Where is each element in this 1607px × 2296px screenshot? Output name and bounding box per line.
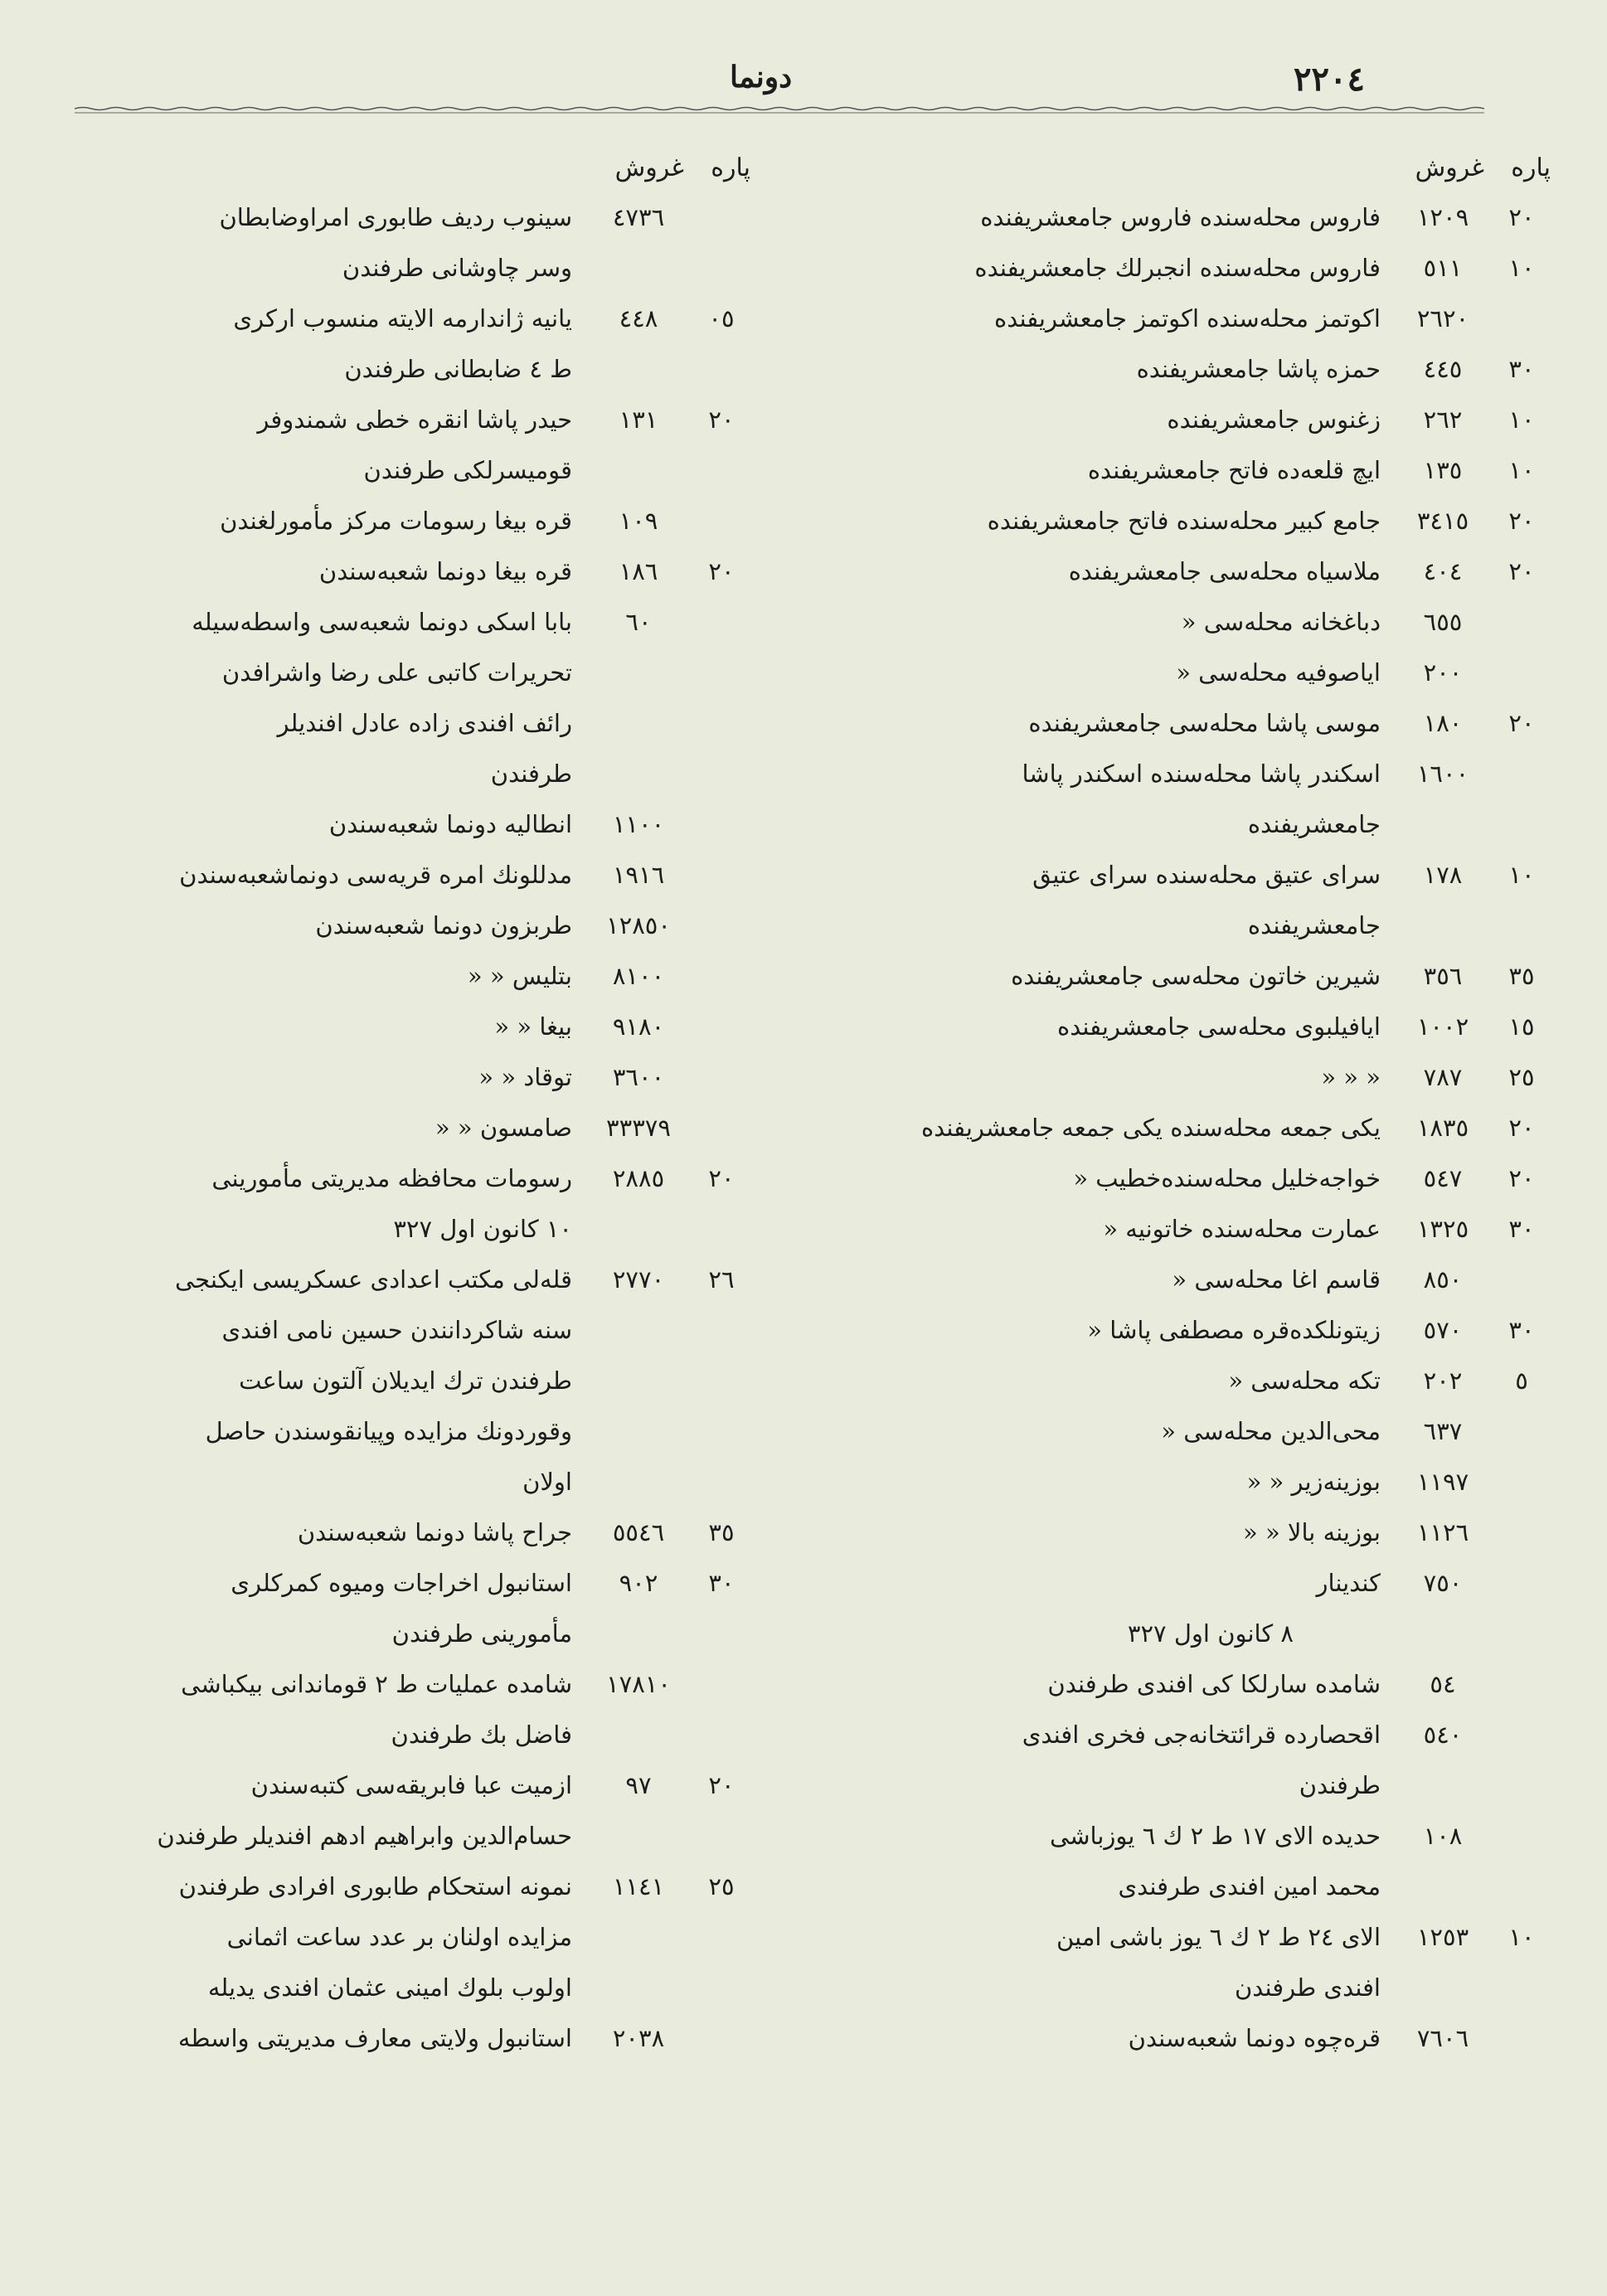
page-number: ٢٢٠٤ [1294, 60, 1365, 99]
guru-header: غروش [614, 153, 684, 182]
ledger-row [813, 345, 1551, 396]
ledger-row [813, 1660, 1551, 1711]
ledger-row [813, 1407, 1551, 1458]
right-entries [813, 193, 1551, 2065]
ledger-row [813, 648, 1551, 699]
guru-amount: ٣٣٣٧٩ [606, 1114, 671, 1142]
ledger-row [75, 1407, 813, 1458]
ledger-row [813, 294, 1551, 345]
para-amount: ٣٥ [708, 1518, 735, 1546]
entry-description: حیدر پاشا انقره خطی شمندوفر [257, 405, 572, 434]
ledger-row [75, 1862, 813, 1913]
para-amount: ٣٠ [1508, 355, 1535, 383]
para-header: پاره [1511, 153, 1551, 182]
ledger-row [813, 1104, 1551, 1154]
ledger-row [75, 1508, 813, 1559]
entry-description: انطالیه دونما شعبه‌سندن [328, 810, 572, 838]
ledger-row [75, 1306, 813, 1357]
entry-description: یانیه ژاندارمه الایته منسوب ارکری [233, 304, 572, 333]
entry-description: اقحصارده قرائتخانه‌جی فخری افندی [1022, 1721, 1381, 1749]
guru-amount: ٢٦٢ [1423, 405, 1463, 434]
ledger-row [813, 1306, 1551, 1357]
para-amount: ٠٥ [708, 304, 735, 333]
ledger-row [813, 1357, 1551, 1407]
guru-amount: ٥٤ [1430, 1670, 1456, 1698]
entry-description: سرای عتیق محله‌سنده سرای عتیق [1032, 861, 1381, 889]
guru-amount: ١٣٢٥ [1416, 1215, 1469, 1243]
entry-description: قاسم اغا محله‌سی « [1172, 1265, 1381, 1294]
ledger-row [75, 851, 813, 901]
entry-description: توقاد « « [478, 1063, 572, 1091]
ledger-row [75, 750, 813, 800]
ledger-row [813, 1812, 1551, 1862]
entry-description: مدللونك امره قریه‌سی دونماشعبه‌سندن [179, 861, 572, 889]
ledger-row [813, 1913, 1551, 1963]
guru-amount: ٩١٨٠ [612, 1012, 665, 1041]
guru-amount: ١١٢٦ [1416, 1518, 1469, 1546]
ledger-row [813, 1002, 1551, 1053]
entry-description: طربزون دونما شعبه‌سندن [315, 911, 572, 939]
ledger-row [75, 699, 813, 750]
ledger-row [813, 952, 1551, 1002]
entry-description: جراح پاشا دونما شعبه‌سندن [297, 1518, 572, 1546]
para-amount: ٢٠ [708, 405, 735, 434]
guru-amount: ١٣٥ [1423, 456, 1463, 484]
guru-amount: ٢٦٢٠ [1416, 304, 1469, 333]
ledger-row [75, 1963, 813, 2014]
ledger-row [75, 1002, 813, 1053]
entry-description: ایچ قلعه‌ده فاتح جامعشریفنده [1087, 456, 1381, 484]
guru-amount: ٦٣٧ [1423, 1417, 1463, 1445]
guru-amount: ٢٠٣٨ [612, 2024, 665, 2052]
ledger-row [813, 446, 1551, 497]
ledger-row [75, 952, 813, 1002]
ledger-row [813, 547, 1551, 598]
entry-description: کندینار [1316, 1569, 1381, 1597]
guru-amount: ٥٧٠ [1423, 1316, 1463, 1344]
ledger-row [813, 1205, 1551, 1255]
entry-description: ١٠ کانون اول ٣٢٧ [393, 1215, 572, 1243]
entry-description: فاروس محله‌سنده انجبرلك جامعشریفنده [974, 254, 1381, 282]
ledger-row [813, 901, 1551, 952]
para-amount: ١٠ [1508, 1923, 1535, 1951]
ledger-row [813, 851, 1551, 901]
ledger-row [75, 1154, 813, 1205]
guru-amount: ٢٠٢ [1423, 1366, 1463, 1395]
ledger-row [813, 1862, 1551, 1913]
entry-description: صامسون « « [435, 1114, 572, 1142]
ledger-row [75, 598, 813, 648]
guru-amount: ١١٩٧ [1416, 1468, 1469, 1496]
entry-description: استانبول اخراجات ومیوه کمرکلری [231, 1569, 572, 1597]
para-amount: ٢٥ [1508, 1063, 1535, 1091]
entry-description: مزایده اولنان بر عدد ساعت اثمانی [226, 1923, 572, 1951]
entry-description: سنه شاکردانندن حسین نامی افندی [221, 1316, 572, 1344]
guru-amount: ٦٠ [625, 608, 652, 636]
ledger-row [75, 497, 813, 547]
entry-description: جامعشریفنده [1247, 911, 1381, 939]
guru-amount: ١٠٠٢ [1416, 1012, 1469, 1041]
ledger-row [813, 1458, 1551, 1508]
entry-description: نمونه استحکام طابوری افرادی طرفندن [178, 1872, 572, 1900]
entry-description: حسام‌الدین وابراهیم ادهم افندیلر طرفندن [157, 1822, 572, 1850]
ledger-row [813, 1255, 1551, 1306]
entry-description: قره‌چوه دونما شعبه‌سندن [1128, 2024, 1381, 2052]
ledger-row [813, 1559, 1551, 1609]
entry-description: دباغخانه محله‌سی « [1181, 608, 1381, 636]
ledger-row [813, 497, 1551, 547]
entry-description: ایافیلبوی محله‌سی جامعشریفنده [1057, 1012, 1381, 1041]
para-amount: ٢٠ [1508, 507, 1535, 535]
para-amount: ٢٠ [1508, 1164, 1535, 1192]
guru-amount: ٥١١ [1423, 254, 1463, 282]
entry-description: ازمیت عبا فابریقه‌سی کتبه‌سندن [250, 1771, 572, 1799]
guru-amount: ١٧٨ [1423, 861, 1463, 889]
ledger-row [813, 800, 1551, 851]
entry-description: جامعشریفنده [1247, 810, 1381, 838]
ledger-row [813, 396, 1551, 446]
entry-description: شامده سارلکا کی افندی طرفندن [1047, 1670, 1381, 1698]
guru-amount: ١٨٠ [1423, 709, 1463, 737]
ledger-row [75, 1812, 813, 1862]
para-amount: ٢٠ [1508, 709, 1535, 737]
entry-description: محی‌الدین محله‌سی « [1161, 1417, 1381, 1445]
guru-amount: ٧٦٠٦ [1416, 2024, 1469, 2052]
ledger-row [813, 1609, 1551, 1660]
entry-description: طرفندن [490, 760, 572, 788]
header-rule [75, 106, 1484, 114]
guru-amount: ٣٤١٥ [1416, 507, 1469, 535]
guru-amount: ٢٧٧٠ [612, 1265, 665, 1294]
entry-description: حدیده الای ١٧ ط ٢ ك ٦ یوزباشی [1050, 1822, 1381, 1850]
ledger-row [813, 1761, 1551, 1812]
left-entries [75, 193, 813, 2065]
entry-description: بیغا « « [494, 1012, 572, 1041]
entry-description: جامع کبیر محله‌سنده فاتح جامعشریفنده [987, 507, 1381, 535]
guru-amount: ٣٦٠٠ [612, 1063, 665, 1091]
ledger-row [813, 1154, 1551, 1205]
ledger-row [75, 1255, 813, 1306]
entry-description: « « « [1321, 1063, 1381, 1091]
entry-description: الای ٢٤ ط ٢ ك ٦ یوز باشی امین [1056, 1923, 1381, 1951]
entry-description: تحریرات کاتبی علی رضا واشرافدن [221, 658, 572, 687]
entry-description: رسومات محافظه مدیریتی مأمورینی [211, 1164, 572, 1192]
entry-description: وسر چاوشانی طرفندن [342, 254, 572, 282]
para-amount: ٣٠ [1508, 1215, 1535, 1243]
ledger-row [813, 750, 1551, 800]
ledger-row [75, 244, 813, 294]
entry-description: استانبول ولایتی معارف مدیریتی واسطه [177, 2024, 572, 2052]
ledger-row [75, 1205, 813, 1255]
guru-amount: ٤٠٤ [1423, 557, 1463, 585]
entry-description: موسی پاشا محله‌سی جامعشریفنده [1028, 709, 1381, 737]
entry-description: شامده عملیات ط ٢ قوماندانی بیکباشی [181, 1670, 572, 1698]
para-header: پاره [711, 153, 750, 182]
para-amount: ٢٠ [1508, 557, 1535, 585]
entry-description: زیتونلکده‌قره مصطفی پاشا « [1087, 1316, 1381, 1344]
para-amount: ٢٠ [708, 557, 735, 585]
guru-amount: ٨٥٠ [1423, 1265, 1463, 1294]
ledger-row [75, 1559, 813, 1609]
para-amount: ٢٠ [1508, 1114, 1535, 1142]
ledger-row [813, 699, 1551, 750]
ledger-row [75, 345, 813, 396]
para-amount: ١٠ [1508, 456, 1535, 484]
guru-amount: ٦٥٥ [1423, 608, 1463, 636]
entry-description: سینوب ردیف طابوری امراوضابطان [219, 203, 572, 231]
para-amount: ٣٥ [1508, 962, 1535, 990]
entry-description: قومیسرلکی طرفندن [363, 456, 572, 484]
entry-description: بوزینه بالا « « [1242, 1518, 1381, 1546]
para-amount: ١٠ [1508, 254, 1535, 282]
ledger-row [75, 294, 813, 345]
guru-amount: ٤٤٥ [1423, 355, 1463, 383]
guru-amount: ١٢٨٥٠ [606, 911, 671, 939]
entry-description: بابا اسکی دونما شعبه‌سی واسطه‌سیله [192, 608, 572, 636]
ledger-row [813, 2014, 1551, 2065]
para-amount: ٢٠ [1508, 203, 1535, 231]
ledger-row [75, 1913, 813, 1963]
ledger-row [75, 648, 813, 699]
para-amount: ٢٦ [708, 1265, 735, 1294]
entry-description: طرفندن ترك ایدیلان آلتون ساعت [239, 1366, 572, 1395]
guru-amount: ١٧٨١٠ [606, 1670, 671, 1698]
entry-description: شیرین خاتون محله‌سی جامعشریفنده [1011, 962, 1381, 990]
guru-amount: ١٢٥٣ [1416, 1923, 1469, 1951]
guru-amount: ١٠٩ [619, 507, 658, 535]
guru-amount: ٤٤٨ [619, 304, 658, 333]
guru-amount: ٥٤٧ [1423, 1164, 1463, 1192]
entry-description: زغنوس جامعشریفنده [1167, 405, 1381, 434]
entry-description: ط ٤ ضابطانی طرفندن [344, 355, 572, 383]
ledger-row [75, 1711, 813, 1761]
guru-amount: ١١٤١ [612, 1872, 665, 1900]
entry-description: افندی طرفندن [1234, 1973, 1381, 2002]
para-amount: ٢٠ [708, 1164, 735, 1192]
guru-amount: ٢٠٠ [1423, 658, 1463, 687]
guru-amount: ١٢٠٩ [1416, 203, 1469, 231]
entry-description: بوزینه‌زیر « « [1246, 1468, 1381, 1496]
page-title: دونما [730, 60, 793, 95]
entry-description: فاضل بك طرفندن [391, 1721, 572, 1749]
guru-amount: ١١٠٠ [612, 810, 665, 838]
ledger-row [75, 446, 813, 497]
para-amount: ١٥ [1508, 1012, 1535, 1041]
ledger-row [75, 1761, 813, 1812]
ledger-row [75, 800, 813, 851]
entry-description: محمد امین افندی طرفندی [1118, 1872, 1381, 1900]
guru-amount: ٧٨٧ [1423, 1063, 1463, 1091]
entry-description: ٨ کانون اول ٣٢٧ [1127, 1619, 1294, 1648]
left-column [75, 145, 813, 2065]
ledger-row [75, 1104, 813, 1154]
ledger-row [75, 1660, 813, 1711]
ledger-row [75, 1609, 813, 1660]
ledger-row [813, 1508, 1551, 1559]
para-amount: ٢٥ [708, 1872, 735, 1900]
entry-description: اولوب بلوك امینی عثمان افندی یدیله [207, 1973, 572, 2002]
ledger-row [75, 2014, 813, 2065]
guru-amount: ١٩١٦ [612, 861, 665, 889]
entry-description: قره بیغا دونما شعبه‌سندن [318, 557, 572, 585]
right-column [813, 145, 1551, 2065]
para-amount: ٣٠ [708, 1569, 735, 1597]
entry-description: یکی جمعه محله‌سنده یکی جمعه جامعشریفنده [920, 1114, 1381, 1142]
para-amount: ١٠ [1508, 405, 1535, 434]
guru-amount: ٥٥٤٦ [612, 1518, 665, 1546]
guru-amount: ٥٤٠ [1423, 1721, 1463, 1749]
guru-amount: ٨١٠٠ [612, 962, 665, 990]
ledger-row [813, 1963, 1551, 2014]
guru-amount: ١٨٣٥ [1416, 1114, 1469, 1142]
guru-amount: ٩٧ [625, 1771, 652, 1799]
ledger-row [75, 1053, 813, 1104]
ledger-row [75, 901, 813, 952]
entry-description: خواجه‌خلیل محله‌سنده‌خطیب « [1073, 1164, 1381, 1192]
ledger-row [75, 396, 813, 446]
entry-description: عمارت محله‌سنده خاتونیه « [1103, 1215, 1381, 1243]
guru-amount: ١٦٠٠ [1416, 760, 1469, 788]
ledger-row [75, 1458, 813, 1508]
guru-header: غروش [1415, 153, 1484, 182]
guru-amount: ٧٥٠ [1423, 1569, 1463, 1597]
ledger-row [75, 1357, 813, 1407]
ledger-row [813, 598, 1551, 648]
entry-description: اکوتمز محله‌سنده اکوتمز جامعشریفنده [994, 304, 1381, 333]
para-amount: ٢٠ [708, 1771, 735, 1799]
entry-description: قره بیغا رسومات مرکز مأمورلغندن [220, 507, 572, 535]
guru-amount: ٣٥٦ [1423, 962, 1463, 990]
guru-amount: ٩٠٢ [619, 1569, 658, 1597]
entry-description: ایاصوفیه محله‌سی « [1176, 658, 1381, 687]
right-column-header [813, 145, 1551, 193]
para-amount: ٣٠ [1508, 1316, 1535, 1344]
para-amount: ١٠ [1508, 861, 1535, 889]
ledger-row [75, 193, 813, 244]
entry-description: بتلیس « « [467, 962, 572, 990]
guru-amount: ١٣١ [619, 405, 658, 434]
ledger-row [813, 1053, 1551, 1104]
entry-description: اولان [522, 1468, 572, 1496]
guru-amount: ٢٨٨٥ [612, 1164, 665, 1192]
entry-description: فاروس محله‌سنده فاروس جامعشریفنده [980, 203, 1381, 231]
entry-description: مأمورینی طرفندن [391, 1619, 572, 1648]
guru-amount: ١٠٨ [1423, 1822, 1463, 1850]
para-amount: ٥ [1515, 1366, 1528, 1395]
entry-description: حمزه پاشا جامعشریفنده [1136, 355, 1381, 383]
entry-description: وقوردونك مزایده وپیانقوسندن حاصل [205, 1417, 572, 1445]
entry-description: قله‌لی مکتب اعدادی عسکریسی ایکنجی [174, 1265, 572, 1294]
ledger-row [75, 547, 813, 598]
entry-description: طرفندن [1299, 1771, 1381, 1799]
guru-amount: ٤٧٣٦ [612, 203, 665, 231]
entry-description: اسکندر پاشا محله‌سنده اسکندر پاشا [1022, 760, 1381, 788]
left-column-header [75, 145, 813, 193]
ledger-row [813, 193, 1551, 244]
entry-description: رائف افندی زاده عادل افندیلر [277, 709, 572, 737]
entry-description: ملاسیاه محله‌سی جامعشریفنده [1068, 557, 1381, 585]
entry-description: تکه محله‌سی « [1228, 1366, 1381, 1395]
ledger-row [813, 1711, 1551, 1761]
ledger-row [813, 244, 1551, 294]
guru-amount: ١٨٦ [619, 557, 658, 585]
